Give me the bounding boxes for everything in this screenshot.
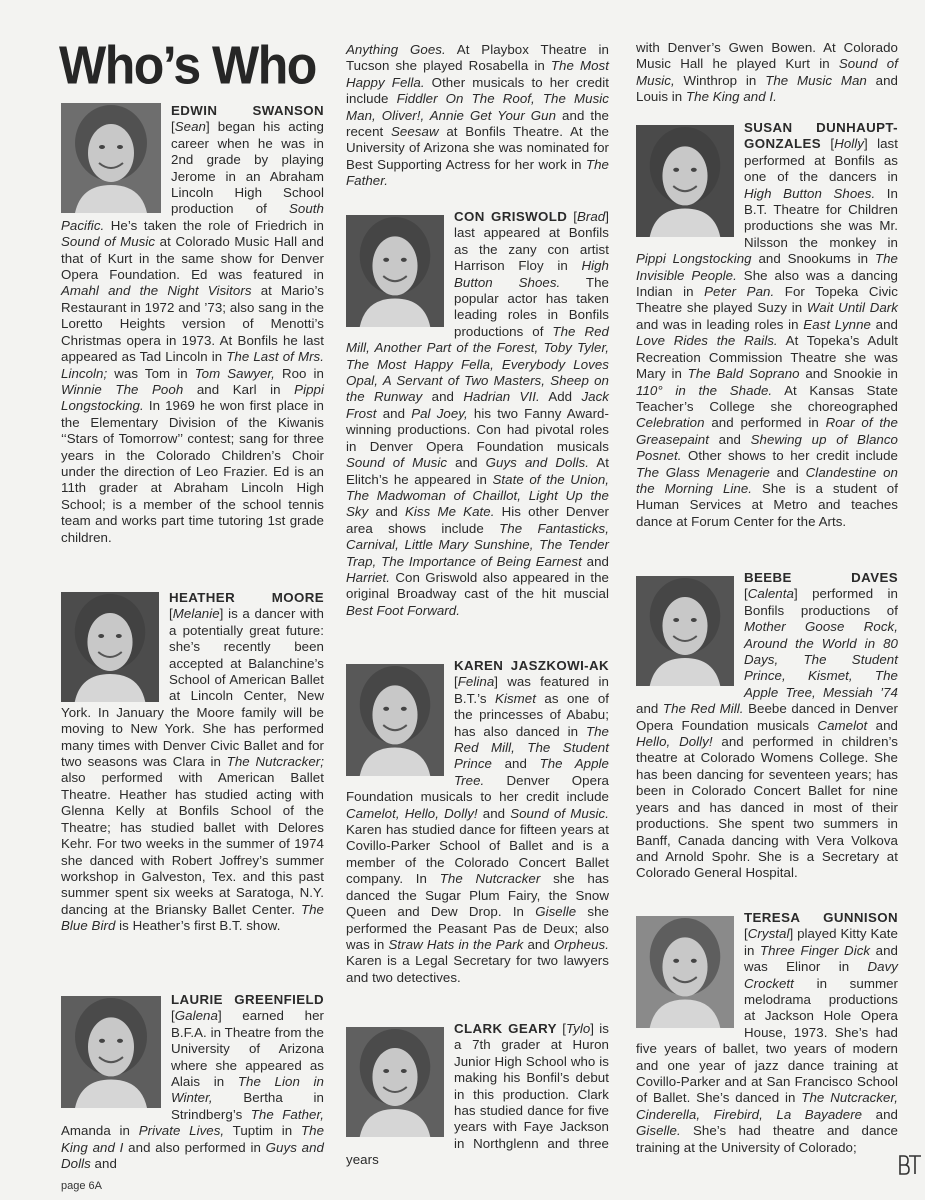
title-italic-text: South Pacific. (61, 201, 324, 233)
person-name: KAREN JASZKOWI-AK (454, 658, 609, 673)
title-italic-text: Pippi Longstocking (636, 251, 752, 267)
bio-text: At Topeka’s Adult Recreation Commission Theatre she was Mary in (636, 333, 898, 382)
bio-text: ] earned her B.F.A. in Theatre from the University of Arizona where she appeared as Alais in (171, 1008, 324, 1090)
person-name: EDWIN SWANSON (171, 103, 324, 118)
bio-text: Other musicals to her credit include (346, 74, 609, 107)
entry-heather-moore (61, 590, 324, 935)
title-italic-text: Clandestine on the Morning Line. (636, 464, 898, 496)
entry-clark-geary-continued (636, 40, 898, 106)
person-name: TERESA GUNNISON (744, 910, 898, 925)
bio-text: At Playbox Theatre in Tucson she played Rosabella in (346, 42, 609, 74)
title-italic-text: Wait Until Dark (806, 300, 898, 316)
portrait-photo (61, 103, 161, 213)
bio-text: [ (171, 1008, 175, 1024)
bio-text: Karen has studied dance for fifteen years at Covillo-Parker School of Ballet and is a member of the Colorado Concert Ballet company. In (346, 822, 609, 887)
entry-teresa-gunnison (636, 910, 898, 1156)
bio-text: and Louis in (636, 72, 898, 105)
title-italic-text: Guys and Dolls. (485, 455, 589, 471)
title-italic-text: The Apple Tree. (454, 756, 609, 788)
bio-text: She is a student of Human Services at Metro and teaches dance at Forum Center for the Arts. (636, 480, 898, 529)
bio-text: also performed with American Ballet Theatre. Heather has studied acting with Glenna Kelly at Bonfils School of the Theatre; has studied ballet with Delores Kehr. For two weeks in the summer of 1974 she danced with Robert Joffrey’s summer workshop in Galveston, Tex. and this past summer spent six weeks at Saratoga, N.Y. dancing at the Briansky Ballet Center. (61, 770, 324, 917)
bio-text: is Heather’s first B.T. show. (115, 918, 281, 934)
person-name: HEATHER MOORE (169, 590, 324, 605)
bio-text: and (90, 1156, 117, 1172)
title-italic-text: The Glass Menagerie (636, 464, 770, 480)
bio-text: [ (169, 606, 173, 622)
person-name: CON GRISWOLD (454, 209, 568, 224)
portrait-photo (61, 996, 161, 1108)
title-italic-text: Straw Hats in the Park (388, 936, 524, 952)
entry-laurie-greenfield (61, 992, 324, 1172)
title-italic-text: The Red Mill, Another Part of the Forest, Toby Tyler, The Most Happy Fella, Everybody Loves Opal, A Servant of Two Masters, Sheep on the Runway (346, 323, 609, 405)
bio-text: his two Fanny Award-winning productions. Con had pivotal roles in Denver Opera Foundation musicals (346, 405, 609, 454)
title-italic-text: Giselle. (636, 1123, 681, 1139)
bio-text: Karen is a Legal Secretary for two lawyers and two detectives. (346, 953, 609, 985)
title-italic-text: The Most Happy Fella. (346, 58, 609, 90)
bio-text: at Bonfils Theatre. At the University of Arizona she was nominated for Best Supporting Actress for her work in (346, 124, 609, 172)
title-italic-text: Sound of Music. (510, 805, 609, 821)
bio-text: and (636, 701, 663, 717)
bio-text: [ (567, 209, 577, 224)
bt-logo-icon (898, 1153, 922, 1175)
portrait-photo (346, 215, 444, 327)
bio-text: and also performed in (123, 1139, 266, 1155)
bio-text: Tuptim in (224, 1123, 301, 1139)
title-italic-text: Kismet (495, 690, 536, 706)
bio-text: The popular actor has taken leading roles in Bonfils productions of (454, 274, 609, 339)
bio-text: and (447, 455, 486, 471)
title-italic-text: Galena (174, 1008, 218, 1024)
bio-text: as one of the princesses of Ababu; has also danced in (454, 690, 610, 739)
title-italic-text: State of the Union, The Madwoman of Chaillot, Light Up the Sky (346, 471, 610, 520)
title-italic-text: East Lynne (803, 316, 871, 332)
title-italic-text: Camelot, Hello, Dolly! (346, 805, 478, 821)
title-italic-text: The Nutcracker, Cinderella, Firebird, La Bayadere (636, 1090, 898, 1122)
column-1 (59, 0, 325, 1172)
bio-text: In B.T. Theatre for Children productions she was Mr. Nilsson the monkey in (744, 185, 898, 250)
bio-text: Amanda in (61, 1123, 139, 1139)
bio-text: and (870, 316, 898, 332)
entry-clark-geary (346, 1021, 609, 1169)
title-italic-text: Tylo (565, 1021, 591, 1036)
entry-con-griswold (346, 209, 609, 619)
bio-text: She also was a dancing Indian in (636, 267, 898, 300)
bio-text: Beebe danced in Denver Opera Foundation musicals (636, 701, 898, 733)
title-italic-text: The Red Mill, The Student Prince (454, 723, 609, 772)
bio-text: and (769, 464, 806, 480)
bio-text: and (523, 936, 554, 952)
bio-text: ] began his acting career when he was in 2nd grade by playing Jerome in an Abraham Lincoln High School production of (171, 119, 324, 217)
title-italic-text: Sound of Music (61, 234, 156, 250)
portrait-photo (636, 125, 734, 237)
title-italic-text: The Invisible People. (636, 251, 898, 283)
bio-text: [ (744, 926, 748, 942)
bio-text: and performed in children’s theatre at Colorado Womens College. She has been dancing for seventeen years; has been in Colorado Concert Ballet for nine years and has danced in most of their productions. She spent two summers in Banff, Canada dancing with Vera Volkova and Arnold Spohr. She is a Secretary at Colorado General Hospital. (636, 734, 898, 881)
bio-text: Bertha in Strindberg’s (171, 1090, 324, 1122)
bio-text: ] is a dancer with a potentially great future: she’s recently been accepted at Balanchine’s School of American Ballet at Lincoln Center, New York. In January the Moore family will be moving to New York. She has performed many times with Denver Civic Ballet and for two seasons was Clara in (61, 606, 324, 770)
bio-text: ] is a 7th grader at Huron Junior High School who is making his Bonfil’s debut in this production. Clark has studied dance for five years with Faye Jackson in Northglenn and three years (346, 1021, 609, 1168)
title-italic-text: Sound of Music, (636, 56, 898, 88)
bio-text: [ (171, 119, 175, 135)
title-italic-text: Crystal (747, 926, 790, 942)
title-italic-text: The Music Man (765, 72, 867, 88)
title-italic-text: The Blue Bird (61, 901, 324, 934)
bio-text: Con Griswold also appeared in the original Broadway cast of the hit muscial (346, 569, 609, 602)
title-italic-text: The Father. (346, 156, 609, 189)
title-italic-text: Sean (174, 119, 207, 135)
entry-edwin-swanson (61, 103, 324, 546)
title-italic-text: The Last of Mrs. Lincoln; (61, 349, 324, 381)
title-italic-text: Davy Crockett (744, 959, 898, 991)
bio-text: In 1969 he won first place in the Elementary Division of the Kiwanis ‘‘Stars of Tomorrow’’ contest; sang for three years in the Colorado Children’s Choir under the direction of Leo Frazier. Ed is an 11th grader at Abraham Lincoln High School; is a member of the school tennis team and works part time tutoring 1st grade children. (61, 398, 324, 545)
bio-text: and (709, 431, 751, 447)
title-italic-text: High Button Shoes. (744, 185, 876, 201)
bio-text: His other Denver area shows include (346, 504, 609, 536)
bio-continued (636, 40, 898, 106)
title-italic-text: Harriet. (346, 569, 390, 585)
title-italic-text: The King and I (61, 1123, 325, 1155)
title-italic-text: Sound of Music (346, 455, 448, 471)
title-italic-text: Mother Goose Rock, Around the World in 80 Days, The Student Prince, Kismet, The Apple Tree, Messiah ’74 (744, 619, 898, 700)
bio-text: and (492, 756, 540, 772)
bio-text: she performed the Peasant Pas de Deux; also was in (346, 904, 609, 952)
bio-text: and (867, 717, 898, 733)
person-name: SUSAN DUNHAUPT-GONZALES (744, 120, 898, 152)
title-italic-text: Winnie The Pooh (61, 381, 184, 397)
title-italic-text: Celebration (636, 415, 705, 431)
bio-text: and the recent (346, 107, 609, 140)
bio-text: Other shows to her credit include (681, 448, 898, 464)
title-italic-text: Fiddler On The Roof, The Music Man, Oliver!, Annie Get Your Gun (346, 91, 609, 123)
title-italic-text: The Red Mill. (662, 701, 744, 717)
title-italic-text: The Bald Soprano (687, 366, 800, 382)
title-italic-text: Guys and Dolls (61, 1139, 324, 1172)
bio-text: [ (821, 136, 835, 152)
title-italic-text: Seesaw (391, 124, 439, 140)
person-name: LAURIE GREENFIELD (171, 992, 324, 1007)
bio-text: [ (454, 674, 458, 690)
title-italic-text: Roar of the Greasepaint (636, 415, 898, 447)
bio-text: at Colorado Music Hall and that of Kurt in the same show for Denver Opera Foundation. Ed was featured in (61, 234, 324, 283)
bio-text: with Denver’s Gwen Bowen. At Colorado Music Hall he played Kurt in (636, 40, 898, 72)
person-name: CLARK GEARY (454, 1021, 557, 1036)
title-italic-text: The King and I. (685, 89, 777, 105)
title-italic-text: Felina (457, 674, 495, 690)
page-title: Who’s Who (59, 34, 316, 96)
title-italic-text: Amahl and the Night Visitors (61, 283, 252, 299)
bio-text: she has danced the Sugar Plum Fairy, the Snow Queen and Dew Drop. In (346, 871, 609, 920)
title-italic-text: The Lion in Winter, (171, 1074, 325, 1106)
title-italic-text: Orpheus. (553, 936, 609, 952)
portrait-photo (346, 664, 444, 776)
title-italic-text: Love Rides the Rails. (636, 333, 778, 349)
title-italic-text: Calenta (747, 586, 794, 602)
portrait-photo (636, 576, 734, 686)
bio-text: She’s had theatre and dance training at the University of Colorado; (636, 1123, 898, 1155)
title-italic-text: Jack Frost (346, 389, 610, 421)
bio-text: At Kansas State Teacher’s College she choreographed (636, 382, 898, 414)
portrait-photo (346, 1027, 444, 1137)
bio-text: [ (556, 1021, 566, 1036)
bio-text: and performed in (704, 415, 826, 431)
bio-text: at Mario’s Restaurant in 1972 and ’73; also sang in the Loretto Heights version of Menotti’s Christmas opera in 1973. At Bonfils he last appeared as Tad Lincoln in (61, 283, 324, 365)
bio-text: and (376, 405, 412, 421)
bio-text: For Topeka Civic Theatre she played Suzy in (636, 284, 898, 316)
bio-text: and (862, 1106, 898, 1122)
bio-text: ] last appeared at Bonfils as the zany con artist Harrison Floy in (454, 209, 609, 274)
bio-text: Winthrop in (674, 72, 766, 88)
title-italic-text: Pal Joey, (411, 405, 468, 421)
page-number: page 6A (61, 1180, 102, 1192)
bio-text: [ (744, 586, 748, 602)
title-italic-text: Shewing up of Blanco Posnet. (636, 431, 898, 464)
bio-text: ] performed in Bonfils productions of (744, 586, 898, 618)
person-name: BEEBE DAVES (744, 570, 898, 585)
title-italic-text: Anything Goes. (346, 42, 446, 57)
bio-text: in summer melodrama productions at Jackson Hole Opera House, 1973. She’s had five years of ballet, two years of modern and one year of jazz dance training at Covillo-Parker and at San Francisco School of Ballet. She’s danced in (636, 975, 898, 1106)
title-italic-text: Pippi Longstocking. (61, 381, 324, 414)
bio-text: ] last performed at Bonfils as one of the dancers in (744, 136, 898, 185)
portrait-photo (61, 592, 159, 702)
bio-text: and (477, 805, 511, 821)
entry-laurie-greenfield-continued (346, 42, 609, 190)
bio-text: Denver Opera Foundation musicals to her credit include (346, 772, 609, 805)
title-italic-text: The Fantasticks, Carnival, Little Mary Sunshine, The Tender Trap, The Importance of Being Earnest (346, 520, 609, 569)
entry-karen-jaszkowiak (346, 658, 609, 986)
bio-text: and Snookie in (799, 366, 898, 382)
bio-text: and (368, 504, 405, 520)
bio-text: ] played Kitty Kate in (744, 926, 898, 958)
title-italic-text: Kiss Me Kate. (404, 504, 495, 520)
bio-text: and Karl in (183, 381, 295, 397)
title-italic-text: Best Foot Forward. (346, 602, 460, 618)
title-italic-text: The Nutcracker; (226, 754, 324, 770)
title-italic-text: The Nutcracker (439, 871, 541, 887)
title-italic-text: Camelot (817, 717, 868, 733)
title-italic-text: Peter Pan. (704, 284, 775, 300)
title-italic-text: Private Lives, (138, 1123, 225, 1139)
title-italic-text: Tom Sawyer, (194, 365, 275, 381)
title-italic-text: High Button Shoes. (454, 258, 609, 290)
title-italic-text: Giselle (535, 904, 577, 920)
title-italic-text: Holly (834, 136, 864, 152)
entry-beebe-daves (636, 570, 898, 882)
bio-text: Add (539, 389, 582, 405)
title-italic-text: Three Finger Dick (760, 942, 871, 958)
title-italic-text: Brad (576, 209, 606, 224)
bio-text: ] was featured in B.T.’s (454, 674, 609, 706)
entry-susan-dunhaupt-gonzales (636, 120, 898, 530)
title-italic-text: Hello, Dolly! (636, 734, 713, 750)
title-italic-text: Melanie (172, 606, 220, 622)
bio-text: and Snookums in (751, 251, 875, 267)
bio-text: and (581, 553, 609, 569)
title-italic-text: Hadrian VII. (463, 389, 540, 405)
bio-text: and (422, 389, 464, 405)
bio-continued (346, 42, 609, 190)
bio-text: At Elitch’s he appeared in (346, 455, 609, 487)
bio-text: was Tom in (107, 365, 195, 381)
title-italic-text: The Father, (250, 1106, 324, 1122)
title-italic-text: 110° in the Shade. (636, 382, 773, 398)
bio-text: and was in leading roles in (636, 316, 804, 332)
bio-text: Roo in (274, 365, 324, 381)
bio-text: He’s taken the role of Friedrich in (104, 217, 324, 233)
bio-text: and was Elinor in (744, 942, 898, 975)
portrait-photo (636, 916, 734, 1028)
